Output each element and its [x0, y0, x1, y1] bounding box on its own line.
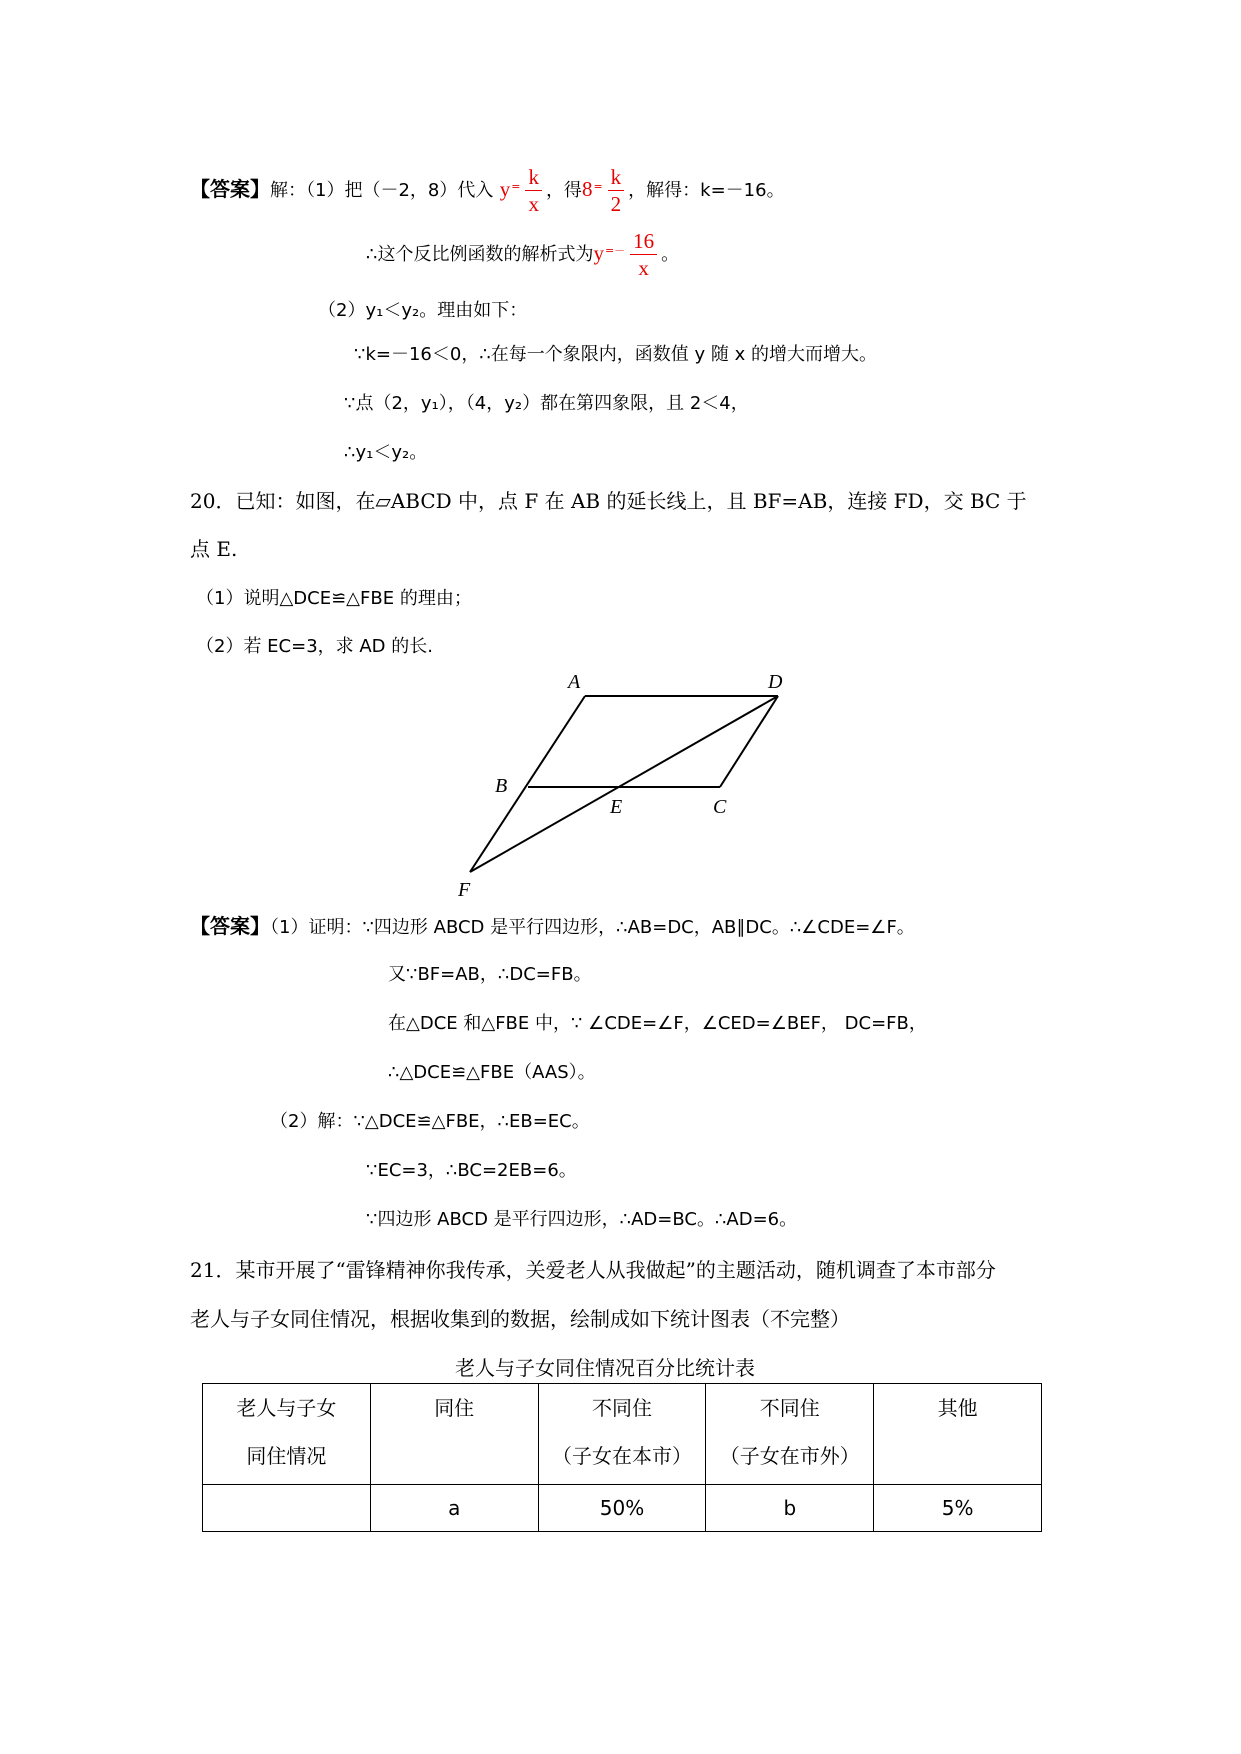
- answer-tag: 【答案】: [190, 177, 270, 201]
- header-cell-line: 同住: [434, 1396, 475, 1420]
- answer19-line1: [190, 164, 785, 217]
- fraction-16-over-x: [630, 228, 657, 281]
- answer-text: ∴这个反比例函数的解析式为: [366, 244, 594, 265]
- label-f: F: [458, 879, 471, 900]
- header-cell-line: （子女在市外）: [719, 1444, 860, 1468]
- answer-text: ，得: [545, 180, 582, 201]
- fraction-numerator: k: [608, 164, 625, 191]
- answer20-line7: ∵四边形 ABCD 是平行四边形，∴AD=BC。∴AD=6。: [366, 1209, 798, 1230]
- answer19-line2: [366, 228, 679, 281]
- question20-part2: （2）若 EC=3，求 AD 的长.: [196, 636, 433, 657]
- answer19-line6: ∴y₁＜y₂。: [344, 442, 428, 463]
- answer20-line5: （2）解：∵△DCE≌△FBE，∴EB=EC。: [270, 1111, 590, 1132]
- header-cell: [203, 1384, 371, 1485]
- question21-line2: 老人与子女同住情况，根据收集到的数据，绘制成如下统计图表（不完整）: [190, 1307, 850, 1331]
- fraction-denominator: x: [638, 256, 649, 280]
- label-d: D: [768, 671, 783, 693]
- table-cell: a: [370, 1485, 538, 1532]
- table-title: 老人与子女同住情况百分比统计表: [455, 1356, 755, 1380]
- fraction-denominator: 2: [610, 192, 622, 216]
- label-b: B: [495, 775, 508, 797]
- segment-dc: [720, 696, 778, 787]
- equals-symbol: =: [593, 180, 603, 193]
- equals-minus-symbol: =－: [604, 244, 626, 257]
- fraction-k-over-2: [608, 164, 625, 217]
- answer19-line3: （2）y₁＜y₂。理由如下：: [318, 300, 528, 321]
- table-cell: 50%: [538, 1485, 706, 1532]
- header-cell-line: 不同住: [759, 1396, 820, 1420]
- header-cell-line: 不同住: [591, 1396, 652, 1420]
- answer-text: ，解得：k=－16。: [628, 180, 785, 201]
- equation-y: y: [499, 177, 511, 201]
- question20-line2: 点 E.: [190, 537, 238, 561]
- answer20-line2: 又∵BF=AB，∴DC=FB。: [388, 964, 592, 985]
- fraction-numerator: k: [525, 164, 542, 191]
- header-cell-line: 其他: [937, 1396, 978, 1420]
- answer-text: 解：（1）把（－2，8）代入: [270, 180, 494, 201]
- table-header-row: [203, 1384, 1042, 1485]
- answer-tag: 【答案】: [190, 914, 270, 938]
- answer20-line6: ∵EC=3，∴BC=2EB=6。: [366, 1160, 577, 1181]
- header-cell-line: （子女在本市）: [551, 1444, 692, 1468]
- table-cell: [203, 1485, 371, 1532]
- question20-line1: 20．已知：如图，在▱ABCD 中，点 F 在 AB 的延长线上，且 BF=AB，连接 FD，交 BC 于: [190, 489, 1027, 513]
- table-cell: 5%: [874, 1485, 1042, 1532]
- statistics-table: [202, 1383, 1042, 1532]
- label-e: E: [610, 796, 623, 818]
- header-cell: [370, 1384, 538, 1485]
- header-cell: [706, 1384, 874, 1485]
- answer-text: 。: [661, 244, 680, 265]
- fraction-denominator: x: [528, 192, 539, 216]
- header-cell: [874, 1384, 1042, 1485]
- header-cell-line: 同住情况: [246, 1444, 327, 1468]
- header-cell: [538, 1384, 706, 1485]
- question21-line1: 21．某市开展了“雷锋精神你我传承，关爱老人从我做起”的主题活动，随机调查了本市部分: [190, 1258, 996, 1282]
- equals-symbol: =: [511, 180, 521, 193]
- segment-df: [470, 696, 778, 872]
- parallelogram-figure: [440, 670, 800, 900]
- label-c: C: [713, 796, 727, 818]
- fraction-numerator: 16: [630, 228, 657, 255]
- equation-y: y: [593, 241, 604, 265]
- answer20-line1: [190, 912, 915, 942]
- answer20-line3: 在△DCE 和△FBE 中，∵ ∠CDE=∠F，∠CED=∠BEF， DC=FB，: [388, 1013, 927, 1034]
- answer19-line4: ∵k=－16＜0，∴在每一个象限内，函数值 y 随 x 的增大而增大。: [354, 344, 877, 365]
- table-row: [203, 1485, 1042, 1532]
- label-a: A: [568, 671, 581, 693]
- segment-af: [470, 696, 585, 872]
- answer-text: （1）证明：∵四边形 ABCD 是平行四边形，∴AB=DC，AB∥DC。∴∠CDE=∠F。: [270, 917, 915, 938]
- answer19-line5: ∵点（2，y₁），（4，y₂）都在第四象限，且 2＜4，: [344, 393, 749, 414]
- question20-part1: （1）说明△DCE≌△FBE 的理由；: [196, 588, 472, 609]
- header-cell-line: 老人与子女: [236, 1396, 337, 1420]
- answer20-line4: ∴△DCE≌△FBE（AAS）。: [388, 1062, 596, 1083]
- fraction-k-over-x: [525, 164, 542, 217]
- table-cell: b: [706, 1485, 874, 1532]
- equation-8: 8: [581, 177, 593, 201]
